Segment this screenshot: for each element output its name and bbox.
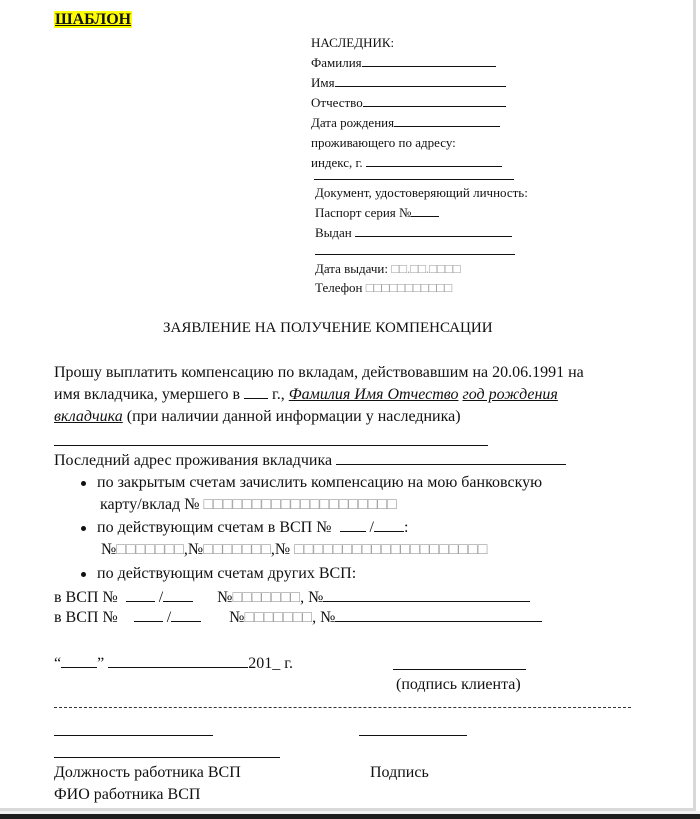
other-vsp-row[interactable]: в ВСП № / №□□□□□□□, № bbox=[54, 590, 530, 606]
card-account-field[interactable]: карту/вклад № □□□□□□□□□□□□□□□□□□□□ bbox=[100, 496, 397, 513]
document-title: ЗАЯВЛЕНИЕ НА ПОЛУЧЕНИЕ КОМПЕНСАЦИИ bbox=[163, 320, 493, 336]
body-line-3: вкладчика (при наличии данной информации у наследника) bbox=[54, 408, 461, 425]
body-line-2: имя вкладчика, умершего в г., Фамилия Имя Отчество год рождения bbox=[54, 386, 558, 403]
depositor-fio: Фамилия Имя Отчество bbox=[288, 386, 459, 403]
bullet-icon bbox=[81, 481, 86, 486]
fio-line-field[interactable] bbox=[54, 757, 280, 758]
signature-line-field[interactable] bbox=[359, 735, 467, 736]
option-other-vsp: по действующим счетам других ВСП: bbox=[97, 565, 357, 582]
issue-date-field[interactable]: Дата выдачи: □□.□□.□□□□ bbox=[315, 261, 461, 276]
window-bottom-bar bbox=[0, 814, 700, 819]
birth-date-field[interactable]: Дата рождения bbox=[311, 116, 500, 129]
issued-by-field[interactable]: Выдан bbox=[315, 226, 512, 239]
name-field[interactable]: Имя bbox=[311, 76, 506, 89]
fio-label: ФИО работника ВСП bbox=[54, 786, 201, 803]
other-vsp-row[interactable]: в ВСП № / №□□□□□□□, № bbox=[54, 610, 542, 626]
client-signature-field[interactable] bbox=[393, 669, 526, 670]
active-accounts-field[interactable]: №□□□□□□□,№□□□□□□□,№ □□□□□□□□□□□□□□□□□□□□ bbox=[101, 541, 488, 558]
client-signature-caption: (подпись клиента) bbox=[396, 676, 521, 693]
date-field[interactable]: “ ” 201_ г. bbox=[54, 655, 293, 672]
body-line-1: Прошу выплатить компенсацию по вкладам, действовавшим на 20.06.1991 на bbox=[54, 364, 584, 381]
depositor-birth-year: год рождения bbox=[462, 386, 558, 403]
option-closed-accounts: по закрытым счетам зачислить компенсацию на мою банковскую bbox=[97, 474, 543, 491]
address-line-field[interactable] bbox=[314, 179, 514, 180]
bullet-icon bbox=[81, 572, 86, 577]
heir-heading: НАСЛЕДНИК: bbox=[311, 35, 395, 50]
issued-by-line-field[interactable] bbox=[315, 254, 515, 255]
id-document-label: Документ, удостоверяющий личность: bbox=[315, 185, 528, 200]
death-year-field[interactable] bbox=[244, 397, 268, 399]
cut-line-divider bbox=[54, 707, 631, 708]
position-label: Должность работника ВСП bbox=[54, 764, 241, 781]
index-city-field[interactable]: индекс, г. bbox=[311, 156, 502, 169]
position-line-field[interactable] bbox=[54, 735, 213, 736]
depositor-info-line-field[interactable] bbox=[54, 445, 488, 446]
option-active-accounts-vsp[interactable]: по действующим счетам в ВСП № / : bbox=[97, 519, 409, 536]
last-address-field[interactable]: Последний адрес проживания вкладчика bbox=[54, 453, 566, 469]
patronymic-field[interactable]: Отчество bbox=[311, 96, 506, 109]
passport-field[interactable]: Паспорт серия № bbox=[315, 206, 439, 219]
template-label: ШАБЛОН bbox=[55, 11, 132, 28]
bullet-icon bbox=[81, 526, 86, 531]
phone-field[interactable]: Телефон □□□□□□□□□□□ bbox=[315, 280, 453, 295]
surname-field[interactable]: Фамилия bbox=[311, 56, 496, 69]
address-label: проживающего по адресу: bbox=[311, 135, 456, 150]
signature-label: Подпись bbox=[370, 764, 429, 781]
